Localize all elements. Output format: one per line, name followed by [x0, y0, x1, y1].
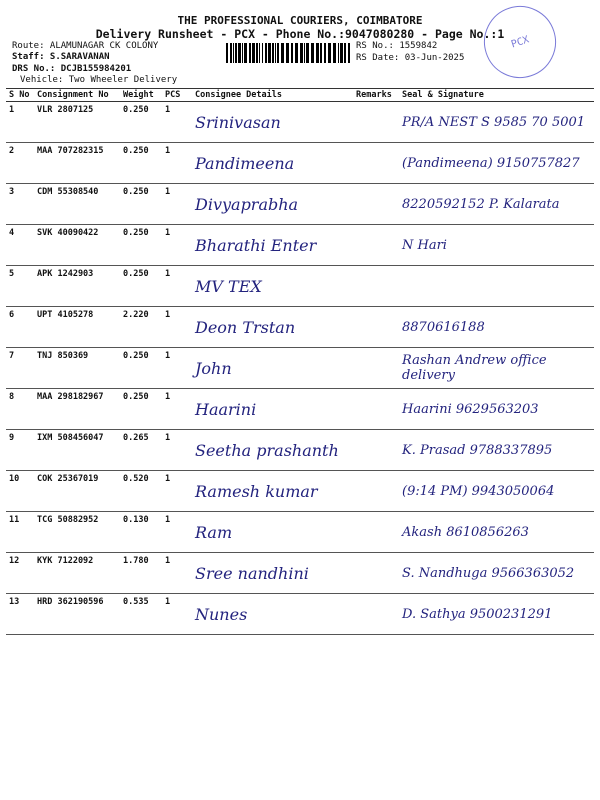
consignment-no-cell: MAA 298182967	[34, 389, 120, 430]
consignee-signature-cell: MV TEX	[192, 266, 353, 307]
pcs-cell: 1	[162, 553, 192, 594]
runsheet-table	[6, 88, 594, 635]
pcs-cell: 1	[162, 594, 192, 635]
sno-cell: 8	[6, 389, 34, 430]
consignee-signature-cell: Ram	[192, 512, 353, 553]
remarks-cell	[353, 553, 399, 594]
rs-date-text: RS Date: 03-Jun-2025	[356, 53, 465, 63]
consignment-no-cell: CDM 55308540	[34, 184, 120, 225]
column-header: S No	[6, 89, 34, 102]
sno-cell: 12	[6, 553, 34, 594]
consignment-no-cell: HRD 362190596	[34, 594, 120, 635]
seal-signature-cell: (9:14 PM) 9943050064	[399, 471, 594, 512]
seal-signature-cell: Rashan Andrew office delivery	[399, 348, 594, 389]
sno-cell: 7	[6, 348, 34, 389]
seal-signature-cell: Haarini 9629563203	[399, 389, 594, 430]
consignee-signature-cell: Haarini	[192, 389, 353, 430]
remarks-cell	[353, 266, 399, 307]
table-row	[6, 389, 594, 430]
consignee-signature-cell: Sree nandhini	[192, 553, 353, 594]
consignment-no-cell: KYK 7122092	[34, 553, 120, 594]
pcs-cell: 1	[162, 430, 192, 471]
remarks-cell	[353, 430, 399, 471]
table-row	[6, 266, 594, 307]
weight-cell: 1.780	[120, 553, 162, 594]
pcs-cell: 1	[162, 512, 192, 553]
seal-signature-cell: 8220592152 P. Kalarata	[399, 184, 594, 225]
column-header: PCS	[162, 89, 192, 102]
consignee-signature-cell: Bharathi Enter	[192, 225, 353, 266]
rs-no-text: RS No.: 1559842	[356, 41, 438, 51]
weight-cell: 0.250	[120, 184, 162, 225]
weight-cell: 0.250	[120, 143, 162, 184]
remarks-cell	[353, 143, 399, 184]
weight-cell: 2.220	[120, 307, 162, 348]
consignment-no-cell: COK 25367019	[34, 471, 120, 512]
pcs-cell: 1	[162, 143, 192, 184]
staff-text: Staff: S.SARAVANAN	[12, 52, 110, 62]
consignment-no-cell: VLR 2807125	[34, 102, 120, 143]
table-row	[6, 184, 594, 225]
pcx-stamp: PCX	[475, 0, 566, 87]
consignment-no-cell: SVK 40090422	[34, 225, 120, 266]
seal-signature-cell	[399, 266, 594, 307]
pcs-cell: 1	[162, 348, 192, 389]
remarks-cell	[353, 348, 399, 389]
column-header: Remarks	[353, 89, 399, 102]
barcode-image	[226, 43, 350, 63]
route-text: Route: ALAMUNAGAR CK COLONY	[12, 41, 159, 51]
sno-cell: 9	[6, 430, 34, 471]
weight-cell: 0.265	[120, 430, 162, 471]
seal-signature-cell: PR/A NEST S 9585 70 5001	[399, 102, 594, 143]
table-row	[6, 225, 594, 266]
pcs-cell: 1	[162, 389, 192, 430]
sno-cell: 3	[6, 184, 34, 225]
table-row	[6, 594, 594, 635]
document-title: THE PROFESSIONAL COURIERS, COIMBATORE	[177, 14, 423, 27]
pcs-cell: 1	[162, 307, 192, 348]
pcs-cell: 1	[162, 266, 192, 307]
sno-cell: 2	[6, 143, 34, 184]
remarks-cell	[353, 225, 399, 266]
consignee-signature-cell: Nunes	[192, 594, 353, 635]
weight-cell: 0.250	[120, 348, 162, 389]
remarks-cell	[353, 184, 399, 225]
weight-cell: 0.130	[120, 512, 162, 553]
consignee-signature-cell: Pandimeena	[192, 143, 353, 184]
seal-signature-cell: (Pandimeena) 9150757827	[399, 143, 594, 184]
consignment-no-cell: UPT 4105278	[34, 307, 120, 348]
vehicle-text: Vehicle: Two Wheeler Delivery	[20, 75, 178, 85]
weight-cell: 0.535	[120, 594, 162, 635]
table-row	[6, 348, 594, 389]
sno-cell: 4	[6, 225, 34, 266]
sno-cell: 10	[6, 471, 34, 512]
weight-cell: 0.250	[120, 225, 162, 266]
remarks-cell	[353, 307, 399, 348]
document-subtitle: Delivery Runsheet - PCX - Phone No.:9047080280 - Page No.:1	[95, 27, 505, 41]
table-row	[6, 307, 594, 348]
remarks-cell	[353, 471, 399, 512]
consignee-signature-cell: Deon Trstan	[192, 307, 353, 348]
consignment-no-cell: IXM 508456047	[34, 430, 120, 471]
sno-cell: 11	[6, 512, 34, 553]
seal-signature-cell: D. Sathya 9500231291	[399, 594, 594, 635]
remarks-cell	[353, 512, 399, 553]
consignment-no-cell: MAA 707282315	[34, 143, 120, 184]
remarks-cell	[353, 102, 399, 143]
table-row	[6, 102, 594, 143]
weight-cell: 0.250	[120, 102, 162, 143]
table-row	[6, 553, 594, 594]
consignment-no-cell: APK 1242903	[34, 266, 120, 307]
sno-cell: 5	[6, 266, 34, 307]
seal-signature-cell: K. Prasad 9788337895	[399, 430, 594, 471]
seal-signature-cell: S. Nandhuga 9566363052	[399, 553, 594, 594]
consignee-signature-cell: Seetha prashanth	[192, 430, 353, 471]
table-row	[6, 471, 594, 512]
sno-cell: 1	[6, 102, 34, 143]
seal-signature-cell: 8870616188	[399, 307, 594, 348]
table-header-row	[6, 89, 594, 102]
column-header: Consignment No	[34, 89, 120, 102]
drs-text: DRS No.: DCJB155984201	[12, 64, 132, 74]
pcs-cell: 1	[162, 225, 192, 266]
column-header: Consignee Details	[192, 89, 353, 102]
consignee-signature-cell: Ramesh kumar	[192, 471, 353, 512]
consignee-signature-cell: John	[192, 348, 353, 389]
pcs-cell: 1	[162, 102, 192, 143]
seal-signature-cell: N Hari	[399, 225, 594, 266]
remarks-cell	[353, 594, 399, 635]
pcs-cell: 1	[162, 184, 192, 225]
sno-cell: 13	[6, 594, 34, 635]
table-row	[6, 430, 594, 471]
table-row	[6, 143, 594, 184]
table-row	[6, 512, 594, 553]
column-header: Weight	[120, 89, 162, 102]
consignee-signature-cell: Divyaprabha	[192, 184, 353, 225]
weight-cell: 0.250	[120, 389, 162, 430]
weight-cell: 0.250	[120, 266, 162, 307]
weight-cell: 0.520	[120, 471, 162, 512]
consignment-no-cell: TCG 50882952	[34, 512, 120, 553]
pcs-cell: 1	[162, 471, 192, 512]
consignment-no-cell: TNJ 850369	[34, 348, 120, 389]
column-header: Seal & Signature	[399, 89, 594, 102]
seal-signature-cell: Akash 8610856263	[399, 512, 594, 553]
consignee-signature-cell: Srinivasan	[192, 102, 353, 143]
sno-cell: 6	[6, 307, 34, 348]
remarks-cell	[353, 389, 399, 430]
